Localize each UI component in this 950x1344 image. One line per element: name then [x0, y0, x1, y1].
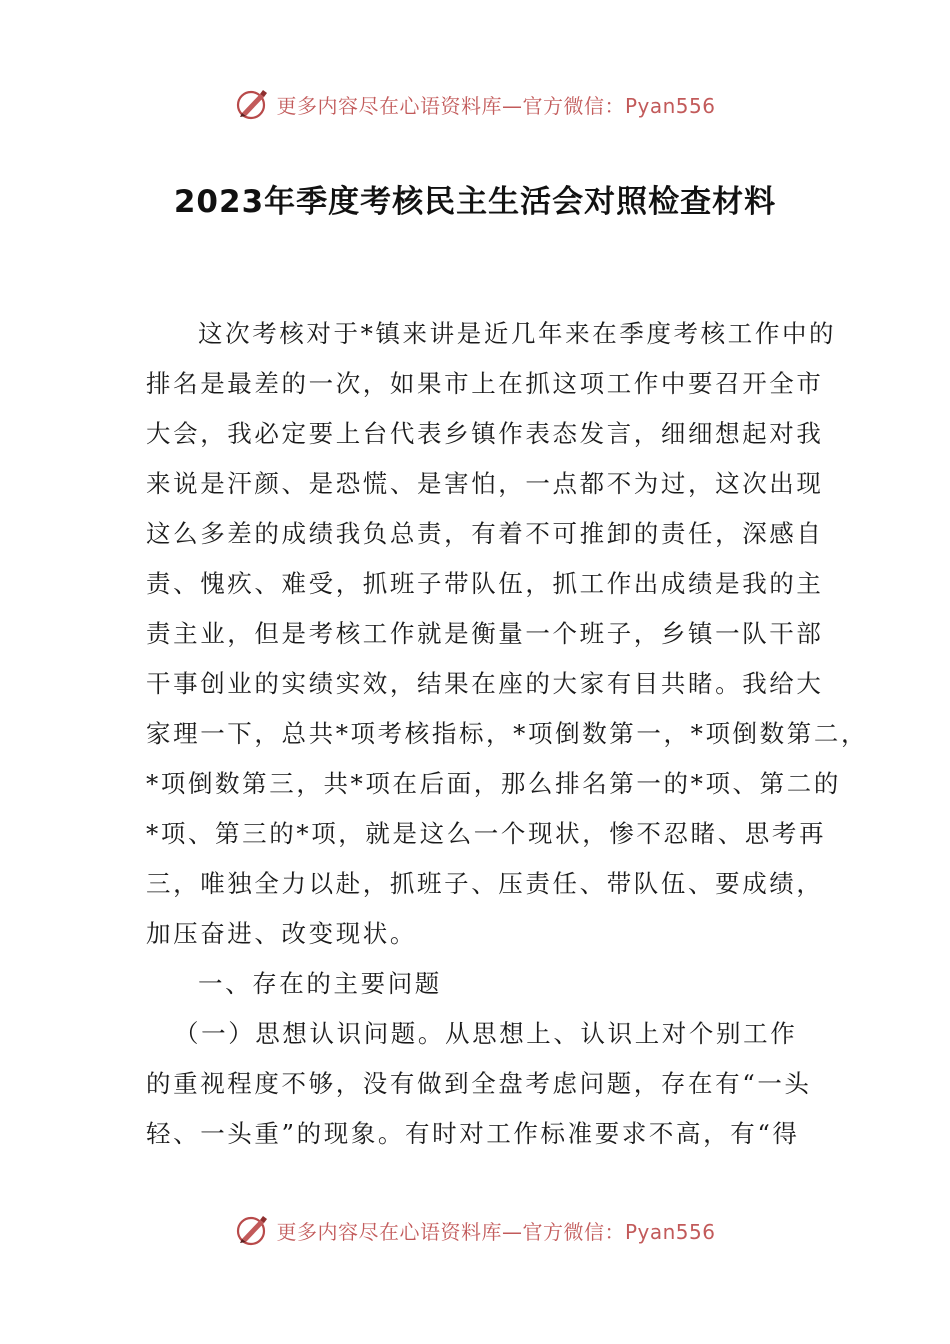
watermark-text: 更多内容尽在心语资料库—官方微信：Pyan556 — [276, 1219, 716, 1244]
paragraph-line: 责主业，但是考核工作就是衡量一个班子，乡镇一队干部 — [146, 619, 824, 648]
pen-logo-icon — [234, 1212, 270, 1248]
paragraph-line: 加压奋进、改变现状。 — [146, 919, 417, 948]
paragraph-line: 来说是汗颜、是恐慌、是害怕，一点都不为过，这次出现 — [146, 469, 824, 498]
paragraph-line: 责、愧疚、难受，抓班子带队伍，抓工作出成绩是我的主 — [146, 569, 824, 598]
footer-watermark-banner — [0, 1210, 950, 1250]
document-body — [146, 316, 869, 1166]
page-title: 2023年季度考核民主生活会对照检查材料 — [173, 184, 777, 220]
paragraph-line: （一）思想认识问题。从思想上、认识上对个别工作 — [174, 1019, 798, 1048]
paragraph-line: 干事创业的实绩实效，结果在座的大家有目共睹。我给大 — [146, 669, 824, 698]
paragraph-line: *项倒数第三，共*项在后面，那么排名第一的*项、第二的 — [146, 769, 841, 798]
paragraph-line: *项、第三的*项，就是这么一个现状，惨不忍睹、思考再 — [146, 819, 827, 848]
paragraph-line: 的重视程度不够，没有做到全盘考虑问题，存在有“一头 — [146, 1069, 812, 1098]
section-heading: 一、存在的主要问题 — [198, 969, 442, 998]
paragraph-line: 家理一下，总共*项考核指标，*项倒数第一，*项倒数第二， — [146, 719, 869, 748]
paragraph-line: 这么多差的成绩我负总责，有着不可推卸的责任，深感自 — [146, 519, 824, 548]
watermark-text: 更多内容尽在心语资料库—官方微信：Pyan556 — [276, 93, 716, 118]
paragraph-line: 三，唯独全力以赴，抓班子、压责任、带队伍、要成绩， — [146, 869, 824, 898]
paragraph-line: 这次考核对于*镇来讲是近几年来在季度考核工作中的 — [198, 319, 837, 348]
pen-logo-icon — [234, 86, 270, 122]
header-watermark-banner — [0, 84, 950, 124]
paragraph-line: 大会，我必定要上台代表乡镇作表态发言，细细想起对我 — [146, 419, 824, 448]
paragraph-line: 轻、一头重”的现象。有时对工作标准要求不高，有“得 — [146, 1119, 800, 1148]
paragraph-line: 排名是最差的一次，如果市上在抓这项工作中要召开全市 — [146, 369, 824, 398]
